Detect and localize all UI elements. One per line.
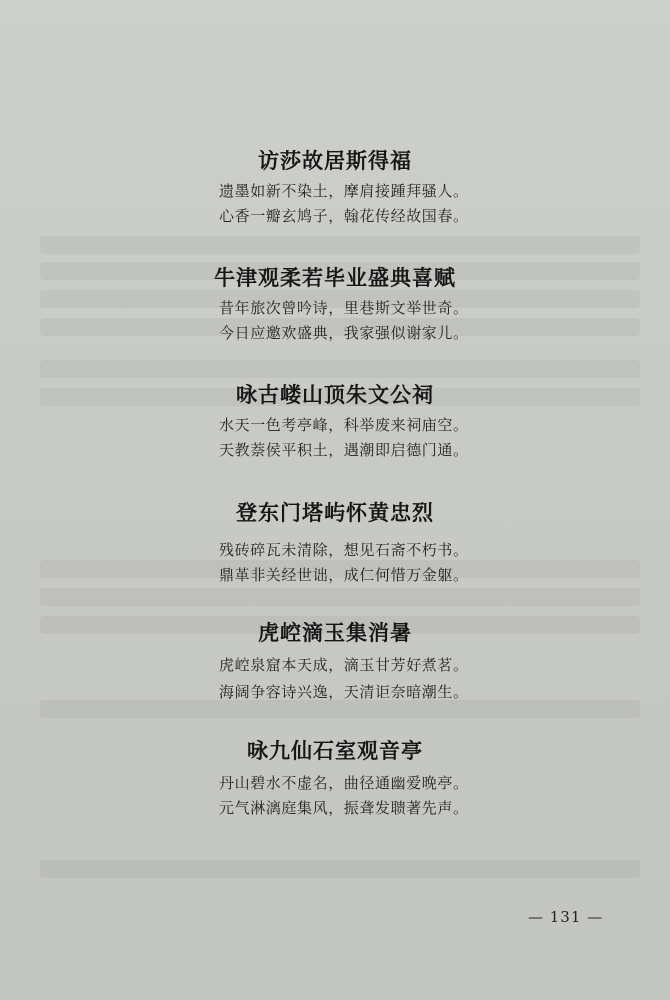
poem-title: 登东门塔屿怀黄忠烈 (236, 501, 434, 525)
poem-title: 牛津观柔若毕业盛典喜赋 (214, 266, 456, 290)
poem-1 (0, 145, 670, 175)
poem-line: 天教萘侯平积土，遇潮即启德门通。 (219, 441, 469, 459)
poem-line: 心香一瓣玄鸠子，翰花传经故国春。 (219, 207, 469, 225)
poem-title: 访莎故居斯得福 (258, 149, 412, 173)
poem-line: 水天一色考亭峰，科举废来祠庙空。 (219, 416, 469, 434)
poem-line: 元气淋漓庭集风，振聋发聩著先声。 (219, 799, 469, 817)
poem-title: 虎崆滴玉集消暑 (258, 621, 412, 645)
show-through (40, 700, 640, 718)
poem-line: 昔年旅次曾吟诗，里巷斯文举世奇。 (219, 299, 469, 317)
poem-line: 残砖碎瓦未清除，想见石斋不朽书。 (219, 541, 469, 559)
poem-6 (0, 735, 670, 765)
poem-line: 虎崆泉窟本天成，滴玉甘芳好煮茗。 (219, 656, 469, 674)
show-through (40, 588, 640, 606)
poem-line: 丹山碧水不虚名，曲径通幽爱晚亭。 (219, 774, 469, 792)
show-through (40, 236, 640, 254)
poem-2 (0, 262, 670, 292)
poem-title: 咏九仙石室观音亭 (247, 739, 423, 763)
poem-line: 今日应邀欢盛典，我家强似谢家儿。 (219, 324, 469, 342)
show-through (40, 860, 640, 878)
show-through (40, 360, 640, 378)
poem-line: 遗墨如新不染土，摩肩接踵拜骚人。 (219, 182, 469, 200)
poem-4 (0, 497, 670, 527)
poem-5 (0, 617, 670, 647)
poem-title: 咏古嵝山顶朱文公祠 (236, 383, 434, 407)
page-number: — 131 — (528, 908, 604, 926)
poem-line: 海阔争容诗兴逸，天清讵奈暗潮生。 (219, 683, 469, 701)
poem-line: 鼎革非关经世诎，成仁何惜万金躯。 (219, 566, 469, 584)
poem-3 (0, 379, 670, 409)
